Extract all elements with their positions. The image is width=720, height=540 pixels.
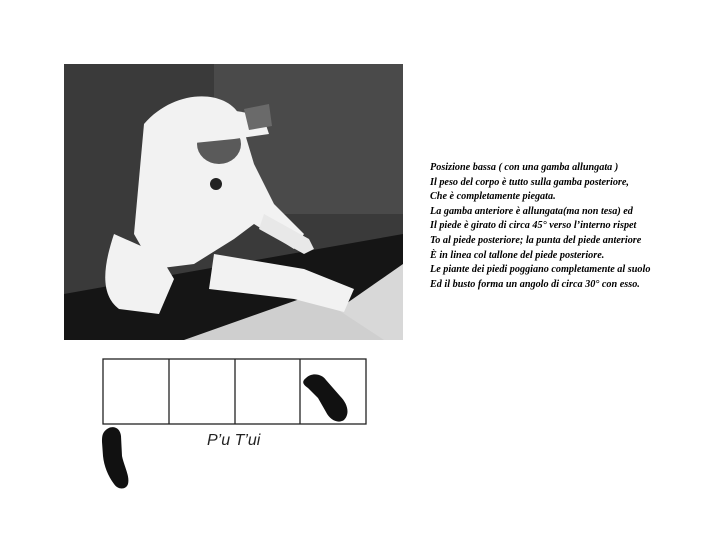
stance-name-caption: P’u T’ui <box>207 432 261 449</box>
description-line: Il peso del corpo è tutto sulla gamba posteriore, <box>430 176 629 188</box>
description-line: Le piante dei piedi poggiano completamente al suolo <box>430 264 651 276</box>
description-line: Ed il busto forma un angolo di circa 30° con esso. <box>430 278 640 290</box>
description-line: Che è completamente piegata. <box>430 191 556 203</box>
description-line: Il piede è girato di circa 45° verso l’interno rispet <box>430 220 637 232</box>
description-line: La gamba anteriore è allungata(ma non tesa) ed <box>430 205 633 217</box>
front-foot-icon <box>303 374 347 421</box>
description-line: Posizione bassa ( con una gamba allungata ) <box>430 162 619 173</box>
description-line: To al piede posteriore; la punta del piede anteriore <box>430 234 642 246</box>
rear-foot-icon <box>102 427 128 488</box>
description-line: È in linea col tallone del piede posteriore. <box>430 249 605 261</box>
